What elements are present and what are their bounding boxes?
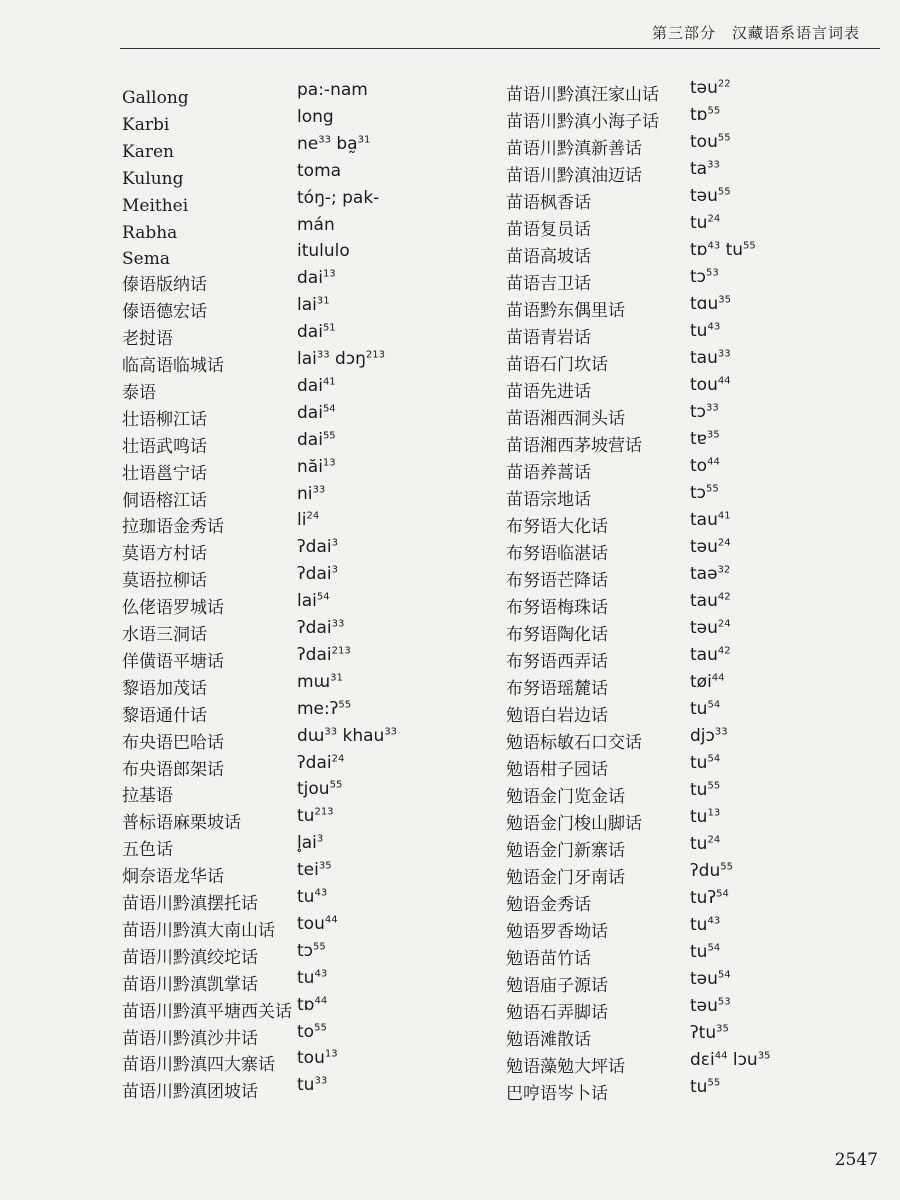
word-form: dai$^{41}$ <box>297 375 336 396</box>
tone-number: 3 <box>331 537 338 549</box>
language-name: Rabha <box>122 222 178 243</box>
tone-number: 44 <box>707 456 720 468</box>
tone-number: 43 <box>707 240 721 252</box>
tone-number: 53 <box>706 267 719 279</box>
word-form: təu$^{55}$ <box>690 186 731 206</box>
language-name: Sema <box>122 249 170 270</box>
tone-number: 31 <box>316 295 330 307</box>
language-name: 勉语金门新寨话 <box>506 841 625 861</box>
tone-number: 24 <box>717 618 731 630</box>
tone-number: 55 <box>322 430 336 442</box>
language-name: 苗语川黔滇凯掌话 <box>122 974 258 995</box>
language-name: 勉语滩散话 <box>506 1030 591 1050</box>
tone-number: 3 <box>331 564 338 576</box>
tone-number: 33 <box>314 1075 328 1087</box>
word-form: $tu^{43}$ <box>690 915 721 935</box>
language-name: Meithei <box>122 195 189 216</box>
language-name: 苗语吉卫话 <box>506 274 591 294</box>
language-name: 苗语先进话 <box>506 382 591 402</box>
language-name: 苗语黔东偶里话 <box>506 301 625 321</box>
word-form: tou$^{44}$ <box>690 375 731 395</box>
word-form: tei$^{35}$ <box>297 860 332 881</box>
language-name: 布努语陶化话 <box>506 625 608 645</box>
language-name: 勉语庙子源话 <box>506 976 608 996</box>
tone-number: 33 <box>384 725 398 737</box>
tone-number: 24 <box>717 537 731 549</box>
word-form: tuʔ$^{54}$ <box>690 888 729 908</box>
language-name: 苗语川黔滇小海子话 <box>506 112 659 132</box>
language-name: 勉语罗香坳话 <box>506 922 608 942</box>
language-name: 布努语瑶麓话 <box>506 679 608 699</box>
word-form: $li^{24}$ <box>297 510 320 531</box>
tone-number: 42 <box>717 591 731 603</box>
tone-number: 54 <box>707 753 721 765</box>
tone-number: 33 <box>316 349 330 361</box>
word-form: mɯ$^{31}$ <box>297 671 343 692</box>
tone-number: 33 <box>324 725 338 737</box>
tone-number: 33 <box>707 159 720 171</box>
tone-number: 213 <box>365 349 386 361</box>
word-form: $tu^{54}$ <box>690 753 721 773</box>
language-name: 布努语临湛话 <box>506 544 608 564</box>
language-name: Karen <box>122 141 174 162</box>
word-form: dai$^{55}$ <box>297 429 336 450</box>
tone-number: 35 <box>757 1050 771 1062</box>
word-form: tɔ$^{55}$ <box>690 483 719 503</box>
tone-number: 31 <box>330 672 343 684</box>
tone-number: 43 <box>314 887 328 899</box>
word-form: dai$^{54}$ <box>297 402 336 423</box>
tone-number: 55 <box>706 483 719 495</box>
language-name: 壮语柳江话 <box>122 409 207 430</box>
language-name: 拉基语 <box>122 786 173 807</box>
word-form: $tu^{55}$ <box>690 780 721 800</box>
language-name: 普标语麻栗坡话 <box>122 813 241 834</box>
tone-number: 54 <box>717 969 731 981</box>
language-name: 勉语金秀话 <box>506 895 591 915</box>
language-name: 苗语石门坎话 <box>506 355 608 375</box>
language-name: 勉语金门览金话 <box>506 787 625 807</box>
word-form: $ta^{33}$ <box>690 159 720 179</box>
word-form: ʔdai$^3$ <box>297 537 338 558</box>
language-name: 傣语德宏话 <box>122 302 207 323</box>
tone-number: 31 <box>357 134 371 146</box>
language-name: 勉语柑子园话 <box>506 760 608 780</box>
word-form: təu$^{54}$ <box>690 969 731 989</box>
tone-number: 33 <box>714 726 728 738</box>
tone-number: 42 <box>717 645 731 657</box>
tone-number: 44 <box>324 914 338 926</box>
header-rule <box>120 48 880 49</box>
language-name: 苗语宗地话 <box>506 490 591 510</box>
tone-number: 55 <box>743 240 756 252</box>
language-name: 勉语金门牙南话 <box>506 868 625 888</box>
word-form: $ni^{33}$ <box>297 483 326 504</box>
tone-number: 24 <box>707 834 721 846</box>
tone-number: 41 <box>717 510 731 522</box>
language-name: 苗语川黔滇油迈话 <box>506 166 642 186</box>
language-name: 黎语加茂话 <box>122 678 207 699</box>
tone-number: 33 <box>312 483 326 495</box>
tone-number: 13 <box>322 268 336 280</box>
tone-number: 33 <box>318 134 331 146</box>
language-name: 勉语白岩边话 <box>506 706 608 726</box>
tone-number: 54 <box>707 942 721 954</box>
language-name: 苗语川黔滇摆托话 <box>122 894 258 914</box>
tone-number: 13 <box>322 456 336 468</box>
word-form: tɑu$^{35}$ <box>690 294 731 314</box>
tone-number: 54 <box>316 591 330 603</box>
word-form: $to^{44}$ <box>690 456 720 476</box>
language-name: 布央语郎架话 <box>122 759 224 780</box>
language-name: 布央语巴哈话 <box>122 732 224 753</box>
tone-number: 55 <box>707 780 721 792</box>
language-name: 苗语川黔滇四大寨话 <box>122 1055 275 1076</box>
language-name: 苗语川黔滇绞坨话 <box>122 947 258 968</box>
language-name: 黎语通什话 <box>122 705 207 726</box>
word-form: $l̥ai^3$ <box>297 833 324 854</box>
word-form: təu$^{24}$ <box>690 537 731 557</box>
tone-number: 51 <box>322 322 336 334</box>
language-name: 苗语川黔滇新善话 <box>506 139 642 159</box>
language-name: 苗语川黔滇汪家山话 <box>506 85 659 105</box>
word-form: tau$^{33}$ <box>690 348 731 368</box>
tone-number: 55 <box>313 941 326 953</box>
word-form: tɒ$^{43}$ $tu^{55}$ <box>690 240 756 260</box>
tone-number: 44 <box>717 375 731 387</box>
word-form: lai$^{54}$ <box>297 591 330 612</box>
tone-number: 44 <box>714 1050 728 1062</box>
tone-number: 55 <box>717 132 731 144</box>
word-form: taə$^{32}$ <box>690 564 731 584</box>
word-form: mán <box>297 214 335 235</box>
word-form: năi$^{13}$ <box>297 456 336 477</box>
tone-number: 44 <box>711 672 725 684</box>
word-form: tɔ$^{53}$ <box>690 267 719 287</box>
word-form: tɔ$^{55}$ <box>297 940 326 961</box>
language-name: 苗语川黔滇沙井话 <box>122 1028 258 1049</box>
language-name: 傣语版纳话 <box>122 275 207 296</box>
tone-number: 32 <box>717 564 731 576</box>
tone-number: 13 <box>707 807 721 819</box>
language-name: 苗语湘西洞头话 <box>506 409 625 429</box>
language-name: 苗语高坡话 <box>506 247 591 267</box>
language-name: 苗语湘西茅坡营话 <box>506 436 642 456</box>
language-name: 苗语青岩话 <box>506 328 591 348</box>
word-form: dai$^{51}$ <box>297 322 336 343</box>
word-form: ʔtu$^{35}$ <box>690 1023 729 1043</box>
word-form: $tu^{55}$ <box>690 1077 721 1097</box>
tone-number: 35 <box>318 860 332 872</box>
language-name: Gallong <box>122 88 189 108</box>
tone-number: 35 <box>706 429 720 441</box>
language-name: 布努语梅珠话 <box>506 598 608 618</box>
language-name: 苗语川黔滇团坡话 <box>122 1082 258 1103</box>
language-name: 勉语石弄脚话 <box>506 1003 608 1023</box>
tone-number: 43 <box>314 968 328 980</box>
language-name: 勉语金门梭山脚话 <box>506 814 642 834</box>
language-name: 泰语 <box>122 382 156 403</box>
tone-number: 35 <box>718 294 731 306</box>
language-name: 苗语复员话 <box>506 220 591 240</box>
word-form: tɐ$^{35}$ <box>690 429 720 449</box>
language-name: 巴哼语岑卜话 <box>506 1084 608 1104</box>
language-name: 壮语武鸣话 <box>122 436 207 457</box>
language-name: 五色话 <box>122 840 173 861</box>
word-form: long <box>297 106 334 127</box>
tone-number: 54 <box>322 403 336 415</box>
page-number: 2547 <box>834 1150 878 1170</box>
language-name: 布努语大化话 <box>506 517 608 537</box>
tone-number: 33 <box>706 402 719 414</box>
language-name: 侗语榕江话 <box>122 490 207 511</box>
word-form: dɛi$^{44}$ lɔu$^{35}$ <box>690 1050 771 1070</box>
word-form: tjou$^{55}$ <box>297 779 343 800</box>
word-form: $tu^{54}$ <box>690 942 721 962</box>
word-form: təu$^{24}$ <box>690 618 731 638</box>
word-form: tɔ$^{33}$ <box>690 402 719 422</box>
language-name: 拉珈语金秀话 <box>122 517 224 538</box>
word-form: $ne^{33}$ ba̰$^{31}$ <box>297 133 371 154</box>
tone-number: 33 <box>331 618 345 630</box>
tone-number: 55 <box>338 699 352 711</box>
tone-number: 33 <box>717 348 731 360</box>
word-form: tɒ$^{44}$ <box>297 994 328 1015</box>
word-form: lai$^{33}$ dɔŋ$^{213}$ <box>297 349 386 369</box>
language-name: 布努语西弄话 <box>506 652 608 672</box>
word-form: ʔdai$^3$ <box>297 564 338 585</box>
tone-number: 55 <box>717 186 731 198</box>
tone-number: 35 <box>716 1023 729 1035</box>
word-form: tøi$^{44}$ <box>690 672 725 692</box>
language-name: Kulung <box>122 168 184 189</box>
word-form: lai$^{31}$ <box>297 295 330 316</box>
language-name: 勉语藻勉大坪话 <box>506 1057 625 1077</box>
language-name: 布努语芒降话 <box>506 571 608 591</box>
tone-number: 55 <box>707 1077 721 1089</box>
word-form: tou$^{13}$ <box>297 1048 338 1069</box>
word-form: ʔdai$^{33}$ <box>297 618 345 638</box>
word-form: $tu^{33}$ <box>297 1075 328 1096</box>
language-name: 勉语苗竹话 <box>506 949 591 969</box>
tone-number: 13 <box>324 1048 338 1060</box>
language-name: 苗语枫香话 <box>506 193 591 213</box>
word-form: təu$^{53}$ <box>690 996 731 1016</box>
word-form: $tu^{24}$ <box>690 213 721 233</box>
word-form: $tu^{54}$ <box>690 699 721 719</box>
tone-number: 55 <box>707 105 721 117</box>
tone-number: 53 <box>717 996 731 1008</box>
tone-number: 41 <box>322 376 336 388</box>
language-name: Karbi <box>122 114 170 135</box>
tone-number: 24 <box>707 213 721 225</box>
word-form: tóŋ-; pak- <box>297 187 380 208</box>
language-name: 炯奈语龙华话 <box>122 867 224 888</box>
word-form: $tu^{24}$ <box>690 834 721 854</box>
tone-number: 22 <box>717 78 731 90</box>
tone-number: 24 <box>331 752 345 764</box>
word-form: tau$^{42}$ <box>690 591 731 611</box>
word-form: ʔdu$^{55}$ <box>690 861 733 881</box>
tone-number: 43 <box>707 321 721 333</box>
tone-number: 55 <box>314 1021 327 1033</box>
word-form: me:ʔ$^{55}$ <box>297 698 352 719</box>
tone-number: 43 <box>707 915 721 927</box>
tone-number: 44 <box>314 994 328 1006</box>
language-name: 苗语川黔滇平塘西关话 <box>122 1001 292 1022</box>
word-form: təu$^{22}$ <box>690 78 731 98</box>
language-name: 勉语标敏石口交话 <box>506 733 642 753</box>
word-form: $tu^{213}$ <box>297 806 334 827</box>
language-name: 临高语临城话 <box>122 356 224 376</box>
word-form: $tu^{13}$ <box>690 807 721 827</box>
page-header: 第三部分 汉藏语系语言词表 <box>651 24 860 42</box>
language-name: 壮语邕宁话 <box>122 463 207 484</box>
language-name: 苗语养蒿话 <box>506 463 591 483</box>
word-form: $tu^{43}$ <box>690 321 721 341</box>
tone-number: 54 <box>707 699 721 711</box>
tone-number: 24 <box>306 510 320 522</box>
word-form: tou$^{55}$ <box>690 132 731 152</box>
word-form: pa:-nam <box>297 80 368 100</box>
word-form: tau$^{42}$ <box>690 645 731 665</box>
word-form: $tu^{43}$ <box>297 887 328 907</box>
word-form: dai$^{13}$ <box>297 268 336 289</box>
word-form: tɒ$^{55}$ <box>690 105 721 125</box>
tone-number: 55 <box>720 861 733 873</box>
word-form: tau$^{41}$ <box>690 510 731 530</box>
word-form: ʔdai$^{213}$ <box>297 644 351 665</box>
language-name: 苗语川黔滇大南山话 <box>122 920 275 941</box>
language-name: 水语三洞话 <box>122 625 207 645</box>
word-form: $tu^{43}$ <box>297 967 328 988</box>
word-form: itululo <box>297 241 350 262</box>
tone-number: 213 <box>331 645 351 657</box>
word-form: tou$^{44}$ <box>297 913 338 934</box>
word-form: dɯ$^{33}$ khau$^{33}$ <box>297 725 398 746</box>
word-form: djɔ$^{33}$ <box>690 726 728 746</box>
word-form: $to^{55}$ <box>297 1021 327 1042</box>
language-name: 仫佬语罗城话 <box>122 598 224 619</box>
tone-number: 3 <box>316 833 324 845</box>
tone-number: 54 <box>716 888 729 900</box>
language-name: 莫语拉柳话 <box>122 571 207 592</box>
language-name: 佯僙语平塘话 <box>122 651 224 672</box>
tone-number: 55 <box>329 779 343 791</box>
word-form: toma <box>297 160 342 181</box>
word-form: ʔdai$^{24}$ <box>297 752 345 773</box>
language-name: 莫语方村话 <box>122 544 207 565</box>
language-name: 老挝语 <box>122 329 173 350</box>
tone-number: 213 <box>314 806 334 818</box>
